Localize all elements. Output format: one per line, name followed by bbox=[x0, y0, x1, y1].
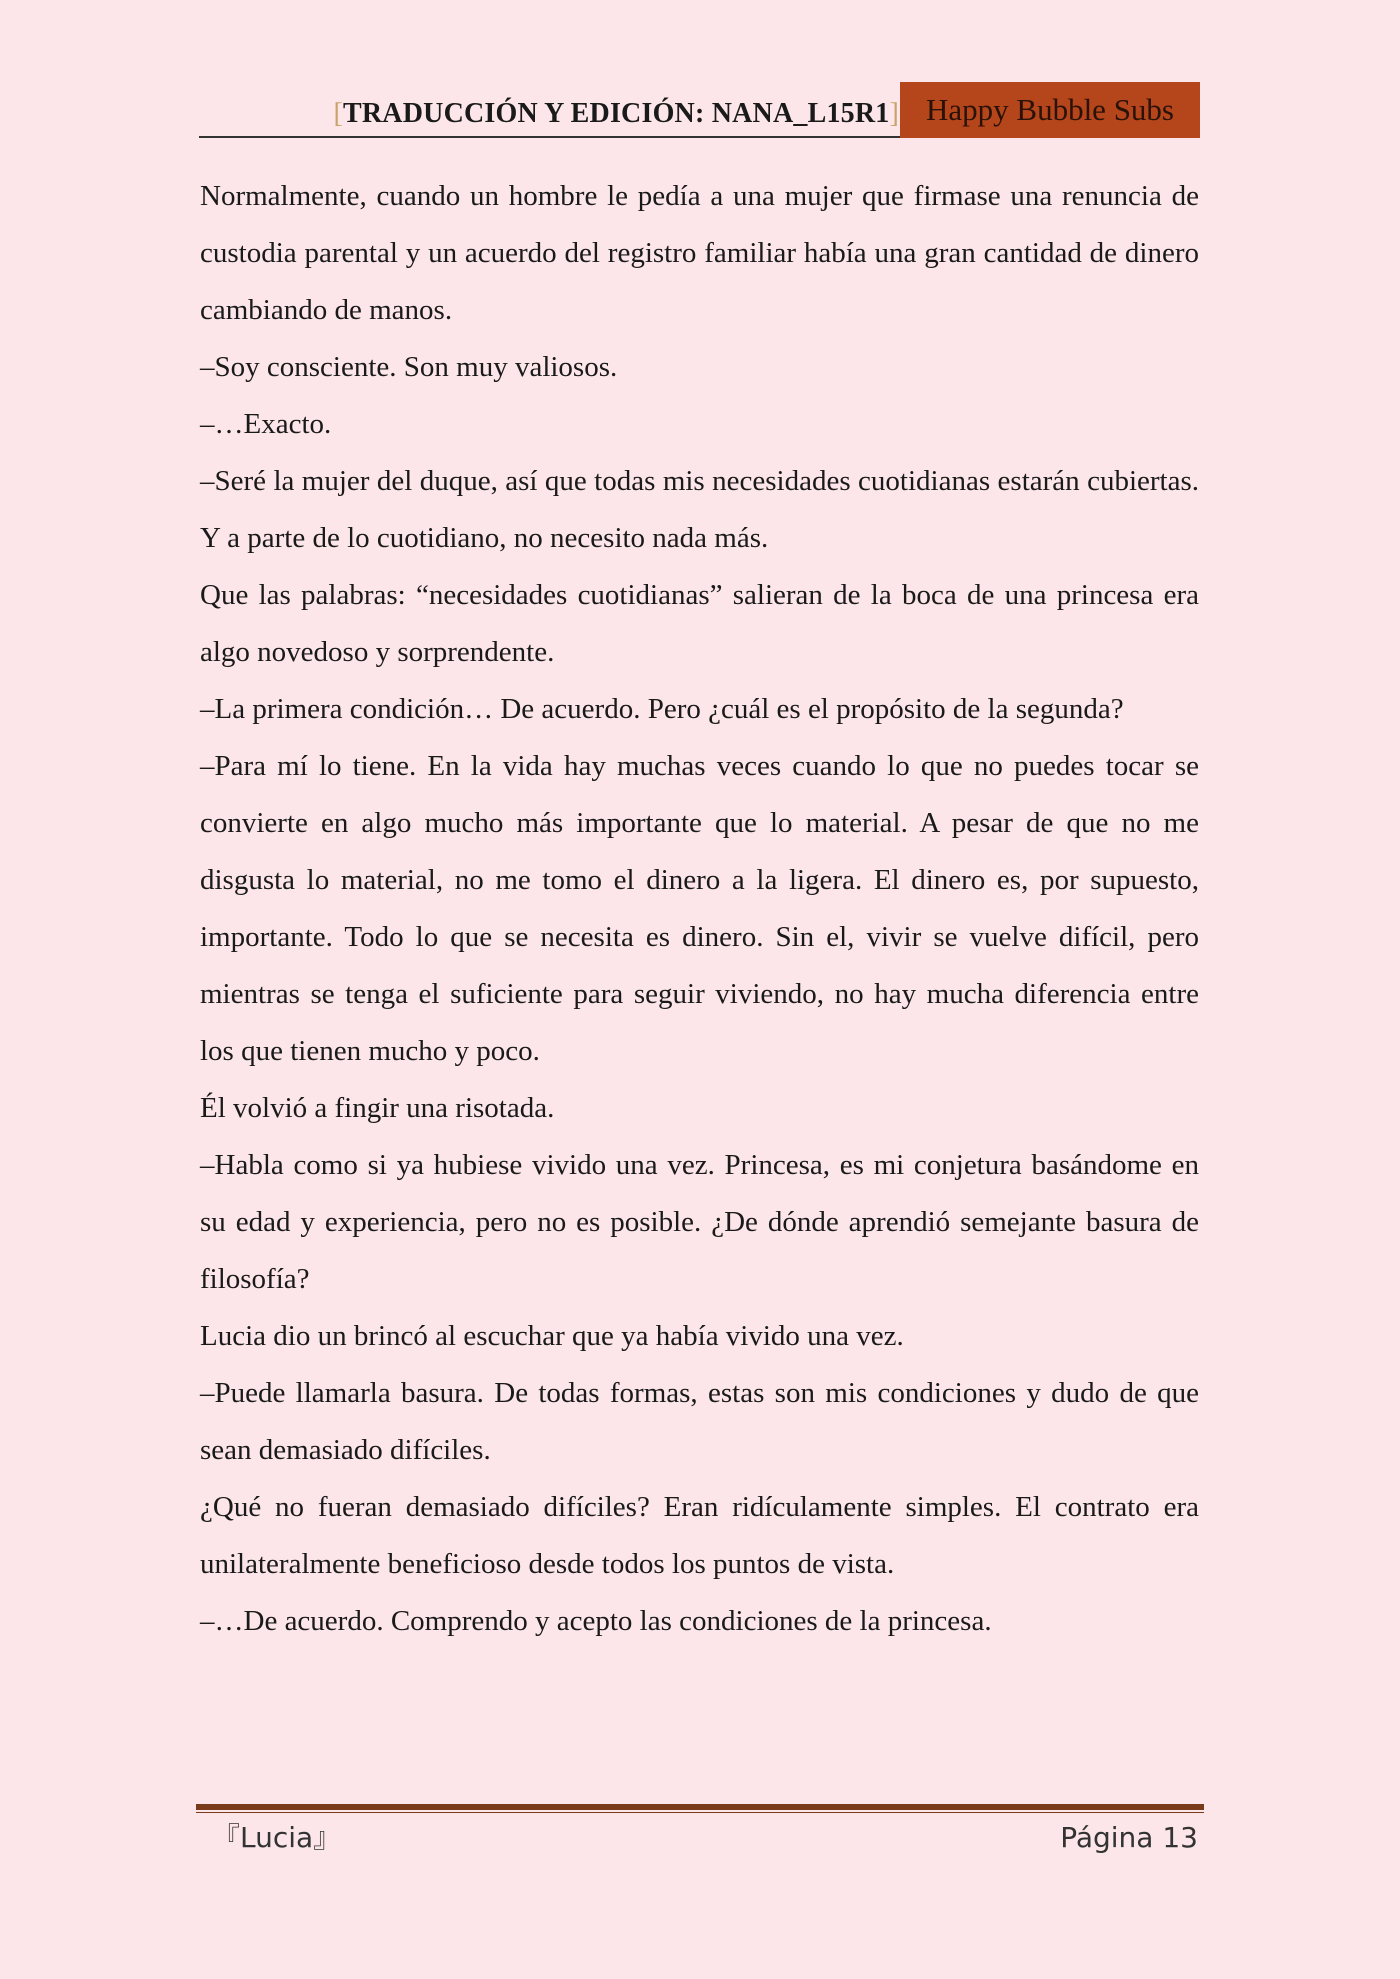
paragraph: –Soy consciente. Son muy valiosos. bbox=[200, 351, 618, 383]
paragraph: –…Exacto. bbox=[200, 408, 332, 440]
paragraph: –Puede llamarla basura. De todas formas, estas son mis condiciones y dudo de que sean demasiado difíciles. bbox=[200, 1377, 1199, 1466]
paragraph: –La primera condición… De acuerdo. Pero ¿cuál es el propósito de la segunda? bbox=[200, 693, 1124, 725]
page-number: Página 13 bbox=[1060, 1821, 1198, 1854]
paragraph: –…De acuerdo. Comprendo y acepto las condiciones de la princesa. bbox=[200, 1605, 992, 1637]
paragraph: –Seré la mujer del duque, así que todas mis necesidades cuotidianas estarán cubiertas. Y a parte de lo cuotidiano, no necesito nada más. bbox=[200, 465, 1199, 554]
paragraph: –Para mí lo tiene. En la vida hay muchas veces cuando lo que no puedes tocar se convierte en algo mucho más importante que lo material. A pesar de que no me disgusta lo material, no me tomo el dinero a la ligera. El dinero es, por supuesto, importante. Todo lo que se necesita es dinero. Sin el, vivir se vuelve difícil, pero mientras se tenga el suficiente para seguir viviendo, no hay mucha diferencia entre los que tienen mucho y poco. bbox=[200, 750, 1199, 1067]
paragraph: Él volvió a fingir una risotada. bbox=[200, 1092, 555, 1124]
page-body bbox=[200, 168, 1199, 1650]
paragraph: –Habla como si ya hubiese vivido una vez. Princesa, es mi conjetura basándome en su edad y experiencia, pero no es posible. ¿De dónde aprendió semejante basura de filosofía? bbox=[200, 1149, 1199, 1295]
paragraph: Que las palabras: “necesidades cuotidianas” salieran de la boca de una princesa era algo novedoso y sorprendente. bbox=[200, 579, 1199, 668]
translation-credit-text: TRADUCCIÓN Y EDICIÓN: NANA_L15R1 bbox=[343, 98, 890, 129]
footer-divider-thin bbox=[196, 1812, 1204, 1813]
paragraph: ¿Qué no fueran demasiado difíciles? Eran ridículamente simples. El contrato era unilateralmente beneficioso desde todos los puntos de vista. bbox=[200, 1491, 1199, 1580]
book-title: 『Lucia』 bbox=[212, 1821, 342, 1854]
bracket-close: ] bbox=[889, 98, 899, 129]
group-badge: Happy Bubble Subs bbox=[900, 82, 1200, 138]
paragraph: Normalmente, cuando un hombre le pedía a una mujer que firmase una renuncia de custodia parental y un acuerdo del registro familiar había una gran cantidad de dinero cambiando de manos. bbox=[200, 180, 1199, 326]
page-header bbox=[199, 82, 1200, 138]
bracket-open: [ bbox=[333, 98, 344, 129]
header-divider bbox=[199, 136, 900, 138]
translation-credit bbox=[333, 98, 899, 130]
paragraph: Lucia dio un brincó al escuchar que ya había vivido una vez. bbox=[200, 1320, 904, 1352]
footer-divider-thick bbox=[196, 1804, 1204, 1810]
